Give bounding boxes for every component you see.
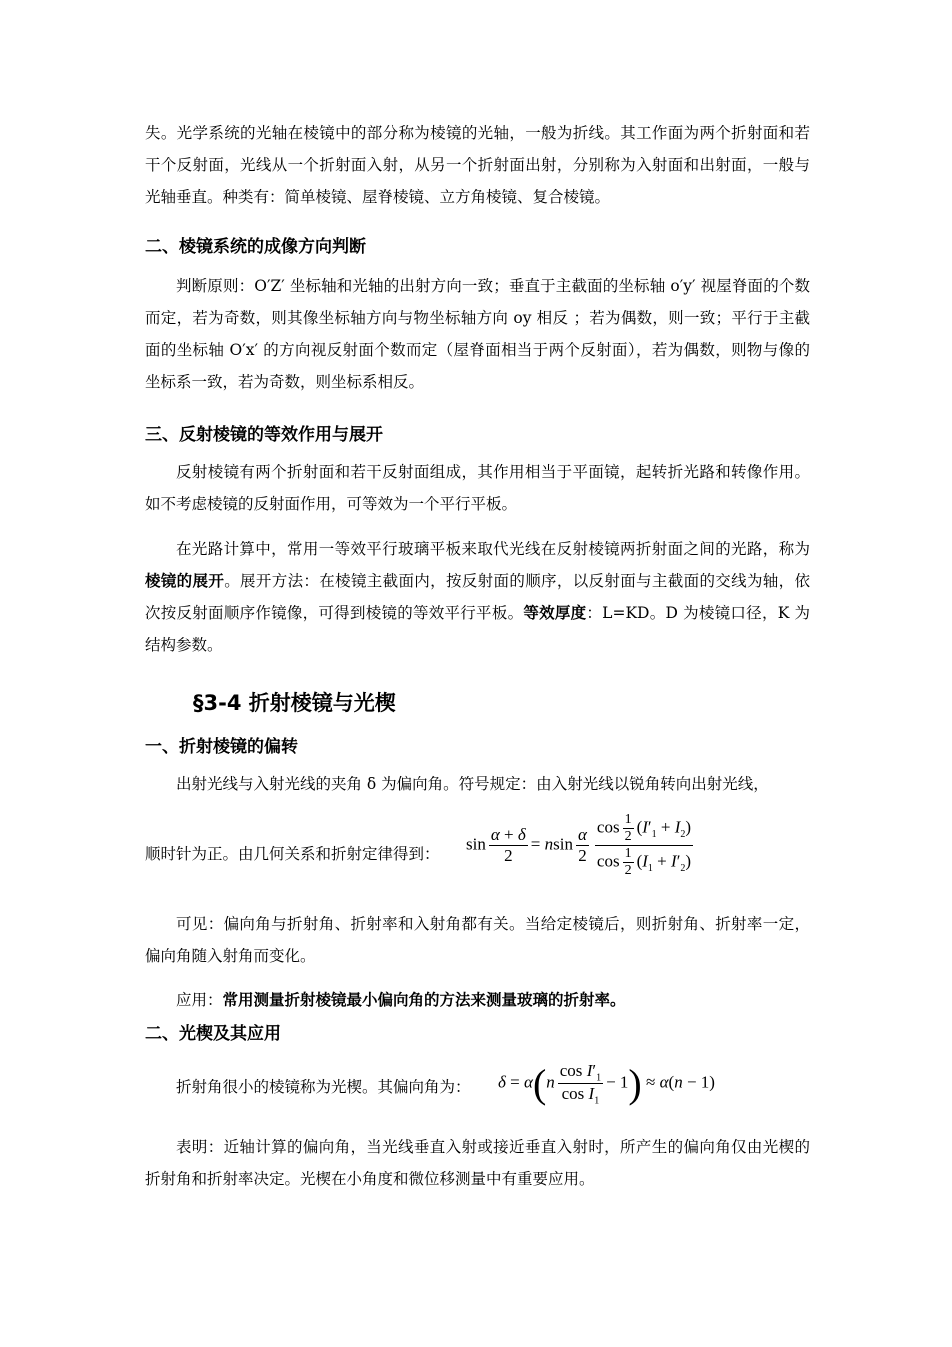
paragraph-application xyxy=(176,984,626,1016)
heading-optical-wedge: 二、光楔及其应用 xyxy=(145,1024,281,1044)
unfold-text-a: 在光路计算中，常用一等效平行玻璃平板来取代光线在反射棱镜两折射面之间的光路，称为 xyxy=(176,540,810,558)
heading-reflecting-prism-unfold: 三、反射棱镜的等效作用与展开 xyxy=(145,425,383,445)
paragraph-prism-intro: 失。光学系统的光轴在棱镜中的部分称为棱镜的光轴，一般为折线。其工作面为两个折射面和若干个反射面，光线从一个折射面入射，从另一个折射面出射，分别称为入射面和出射面，一般与光轴垂直。种类有：简单棱镜、屋脊棱镜、立方角棱镜、复合棱镜。 xyxy=(145,124,810,206)
paragraph-wedge-lead: 折射角很小的棱镜称为光楔。其偏向角为： xyxy=(176,1078,471,1096)
application-text: 常用测量折射棱镜最小偏向角的方法来测量玻璃的折射率。 xyxy=(222,991,626,1009)
heading-refracting-prism-deviation: 一、折射棱镜的偏转 xyxy=(145,737,298,757)
unfold-text-b: 。展开方法：在棱镜主截面内，按反射面的顺序，以反射面与主截面的交线为轴，依次按反射面顺序作镜像，可得到棱镜的等效平行平板。 xyxy=(145,572,810,622)
wedge-formula: δ = α(n $\frac{\cos I'_1}{\cos I_1}$ − 1) ≈ α(n − 1) xyxy=(498,1060,715,1107)
paragraph-wedge-conclusion: 表明：近轴计算的偏向角，当光线垂直入射或接近垂直入射时，所产生的偏向角仅由光楔的折射角和折射率决定。光楔在小角度和微位移测量中有重要应用。 xyxy=(145,1138,810,1188)
paragraph-judgment-principle: 判断原则：O′Z′ 坐标轴和光轴的出射方向一致；垂直于主截面的坐标轴 o′y′ 视屋脊面的个数而定，若为奇数，则其像坐标轴方向与物坐标轴方向 oy 相反 ；若为偶数，则一致；平行于主截面的坐标轴 O′x′ 的方向视反射面个数而定（屋脊面相当于两个反射面），若为偶数，则物与像的坐标系一致，若为奇数，则坐标系相反。 xyxy=(145,277,810,391)
prism-unfolding-term: 棱镜的展开 xyxy=(145,572,225,590)
paragraph-reflecting-prism: 反射棱镜有两个折射面和若干反射面组成，其作用相当于平面镜，起转折光路和转像作用。如不考虑棱镜的反射面作用，可等效为一个平行平板。 xyxy=(145,463,810,513)
paragraph-deviation-angle: 出射光线与入射光线的夹角 δ 为偏向角。符号规定：由入射光线以锐角转向出射光线， xyxy=(176,775,769,793)
section-title: §3-4 折射棱镜与光楔 xyxy=(193,691,396,715)
deviation-formula: sin $\frac{\alpha + \delta}{2}$ = nsin $\frac{\alpha}{2}$ cos $\frac{1}{2}$ $(I'_1 + I_2)$ cos $\frac{1}{2}$ $(I_1 + I'_2)$ xyxy=(466,812,692,878)
unfold-text-c: ：L=KD。D 为棱镜口径，K 为结构参数。 xyxy=(145,604,810,654)
paragraph-deviation-formula-lead: 顺时针为正。由几何关系和折射定律得到： xyxy=(145,845,440,863)
paragraph-prism-unfolding xyxy=(145,533,810,661)
equivalent-thickness-term: 等效厚度 xyxy=(523,604,587,622)
heading-imaging-direction: 二、棱镜系统的成像方向判断 xyxy=(145,237,366,257)
paragraph-deviation-conclusion: 可见：偏向角与折射角、折射率和入射角都有关。当给定棱镜后，则折射角、折射率一定，偏向角随入射角而变化。 xyxy=(145,915,810,965)
application-label: 应用： xyxy=(176,991,223,1009)
